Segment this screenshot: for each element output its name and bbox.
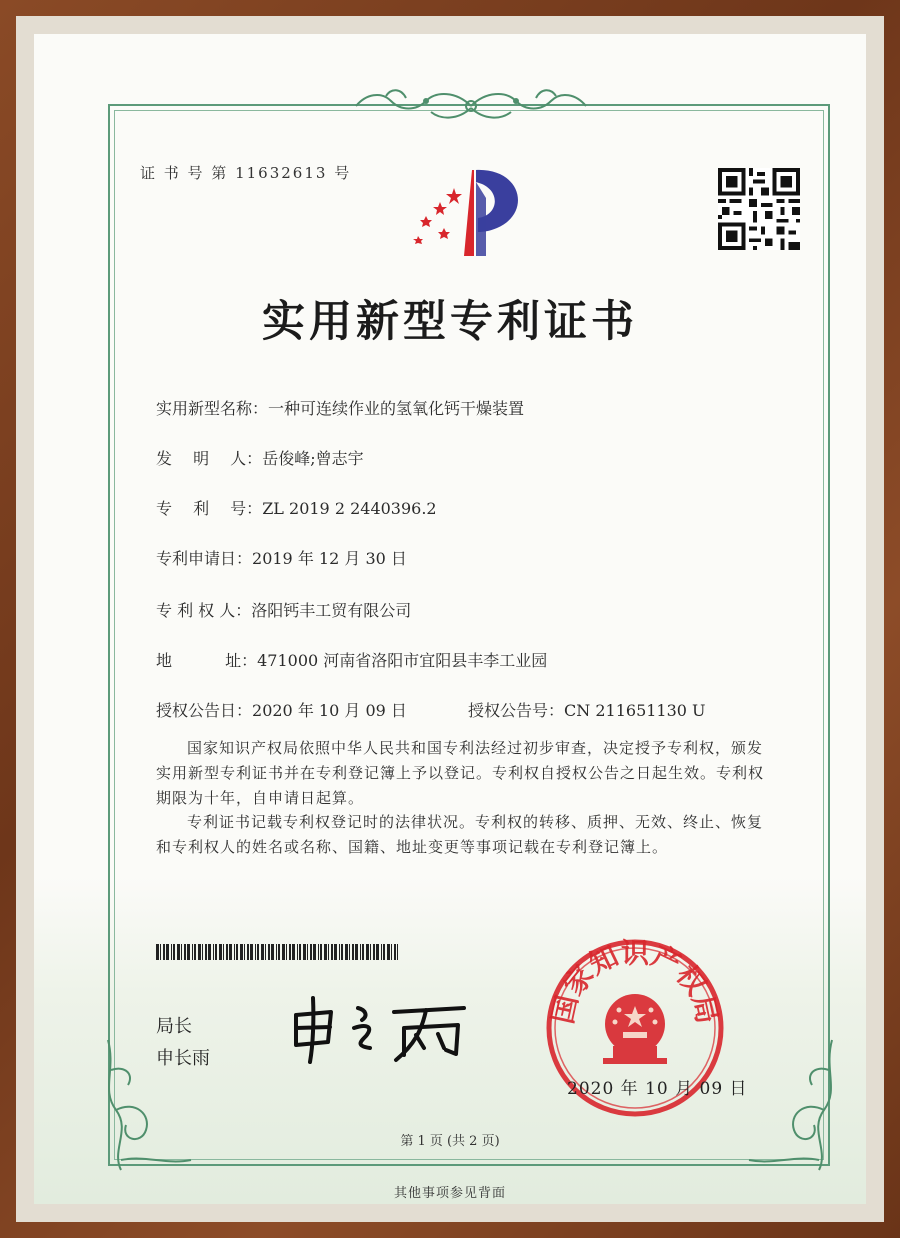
field-patent-number: [156, 496, 437, 519]
field-value: 岳俊峰;曾志宇: [262, 449, 364, 468]
footer-note: 其他事项参见背面: [393, 1186, 506, 1201]
bottom-right-ornament-icon: [734, 1030, 844, 1180]
paragraph-legal-status: 专利证书记载专利权登记时的法律状况。专利权的转移、质押、无效、终止、恢复和专利权人的姓名或名称、国籍、地址变更等事项记载在专利登记簿上。: [156, 813, 764, 856]
top-ornament-icon: [346, 86, 596, 126]
field-label: 发 明 人：: [156, 449, 263, 468]
field-label: 专 利 权 人：: [156, 601, 252, 620]
field-value: 2019 年 12 月 30 日: [252, 549, 407, 568]
field-label: 授权公告号：: [468, 701, 565, 720]
field-value: 471000 河南省洛阳市宜阳县丰李工业园: [257, 651, 548, 670]
page-indicator: 第 1 页 (共 2 页): [400, 1134, 500, 1149]
field-patentee: [156, 598, 411, 621]
field-value: 2020 年 10 月 09 日: [252, 701, 407, 720]
field-label: 专 利 号：: [156, 499, 263, 518]
field-label: 授权公告日：: [156, 701, 253, 720]
director-name: 申长雨: [156, 1048, 210, 1069]
qr-code-icon: [718, 168, 800, 250]
field-value: ZL 2019 2 2440396.2: [262, 499, 437, 518]
certificate-number: 证 书 号 第 11632613 号: [140, 164, 352, 182]
field-label: 地 址：: [156, 651, 258, 670]
seal-date: 2020 年 10 月 09 日: [567, 1079, 748, 1099]
field-announcement-number: [468, 698, 706, 721]
director-title: 局长: [156, 1016, 192, 1037]
field-value: CN 211651130 U: [564, 701, 706, 720]
field-value: 一种可连续作业的氢氧化钙干燥装置: [268, 399, 525, 418]
field-inventor: [156, 446, 364, 469]
certificate-title: 实用新型专利证书: [262, 297, 638, 347]
patent-office-logo-icon: [402, 158, 542, 268]
field-label: 专利申请日：: [156, 549, 253, 568]
signature-icon: [286, 990, 476, 1065]
field-address: [156, 648, 547, 671]
field-utility-model-name: [156, 396, 524, 419]
paragraph-grant-statement: 国家知识产权局依照中华人民共和国专利法经过初步审查，决定授予专利权，颁发实用新型专利证书并在专利登记簿上予以登记。专利权自授权公告之日起生效。专利权期限为十年，自申请日起算。: [156, 739, 765, 807]
field-value: 洛阳钙丰工贸有限公司: [251, 601, 412, 620]
field-label: 实用新型名称：: [156, 399, 269, 418]
field-application-date: [156, 546, 407, 569]
barcode-icon: [156, 944, 398, 960]
field-grant-date: [156, 698, 407, 721]
seal-text: 国家知识产权局: [546, 936, 724, 1027]
